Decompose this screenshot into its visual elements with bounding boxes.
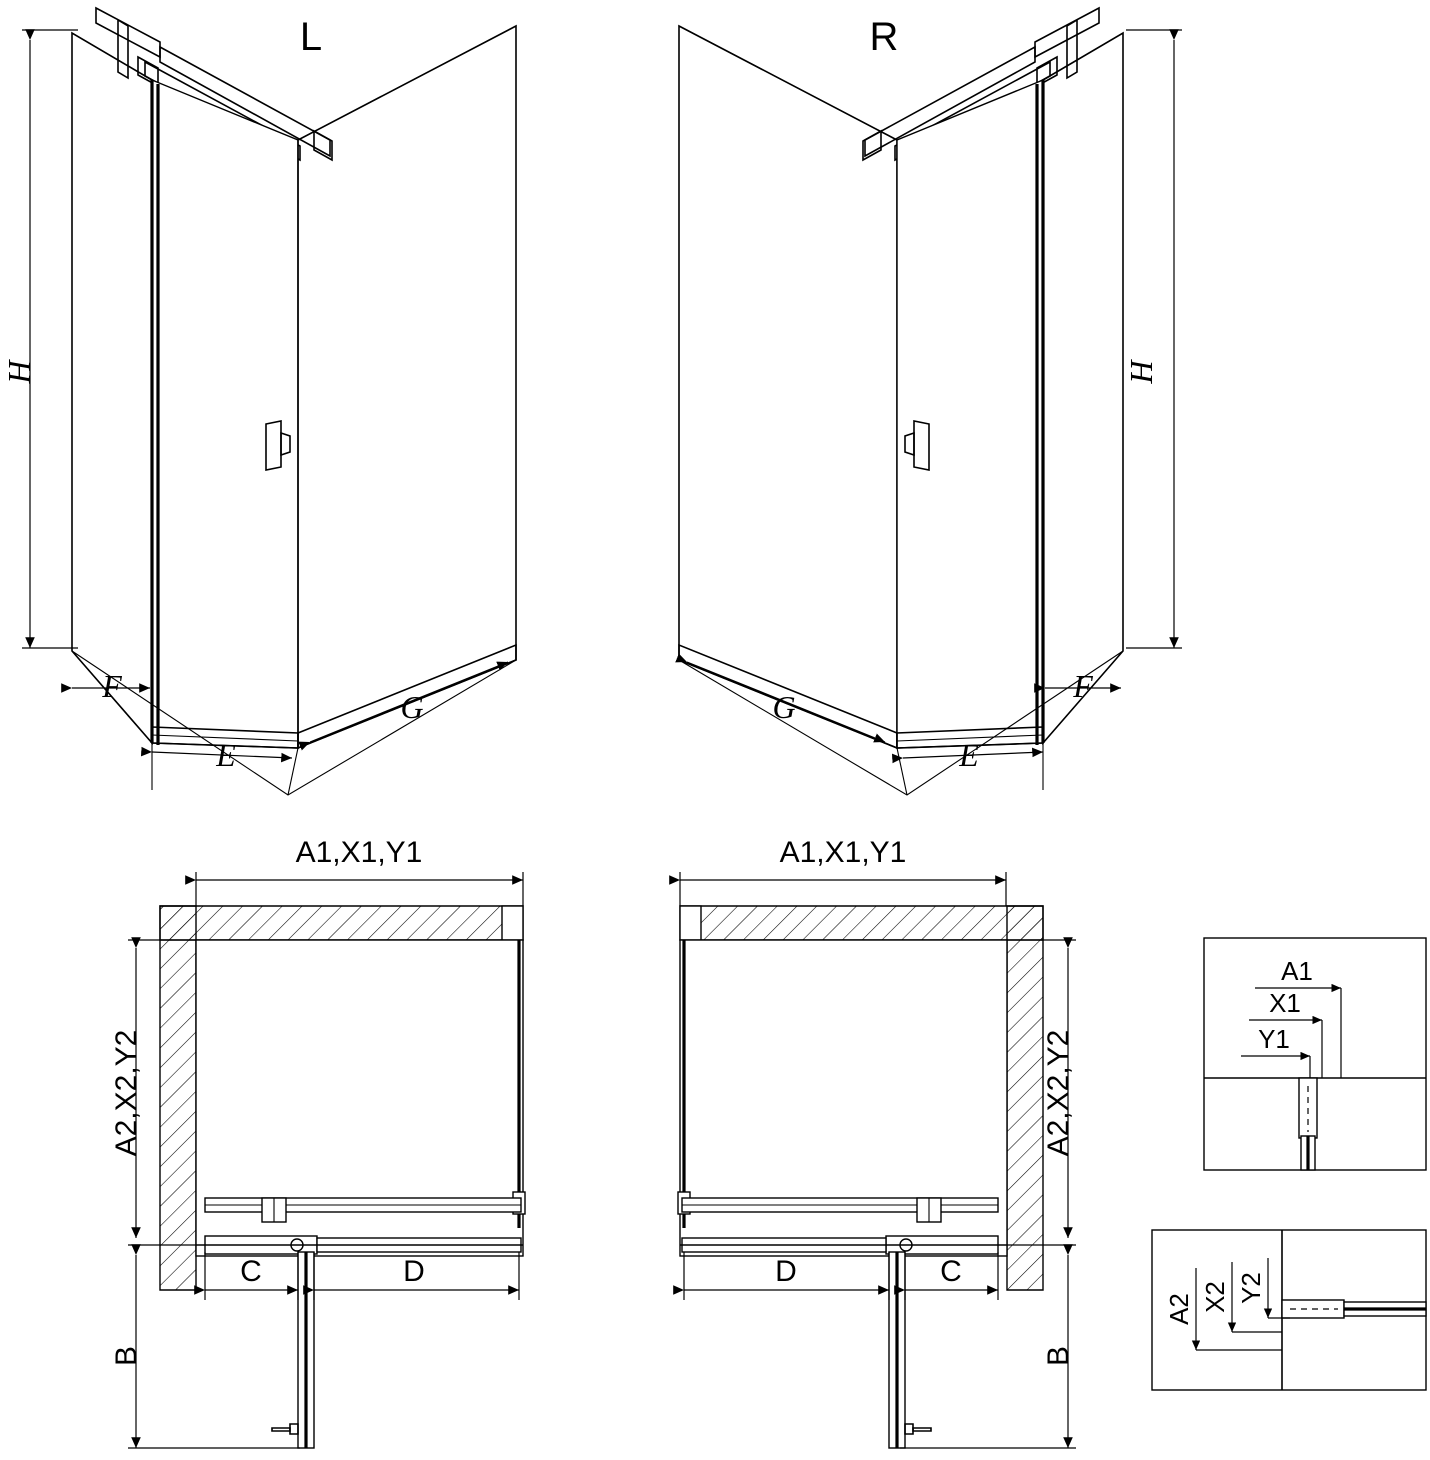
dimension-C-left: [205, 1252, 298, 1300]
door-panel-right: [897, 80, 1043, 748]
label-C-right: C: [940, 1255, 962, 1288]
iso-view-right: [679, 8, 1182, 795]
label-D-right: D: [775, 1255, 797, 1288]
label-X1-detail: X1: [1269, 988, 1301, 1018]
label-B-right: B: [1042, 1345, 1075, 1367]
detail-view-bottom: [1152, 1230, 1426, 1390]
label-A1X1Y1-left: A1,X1,Y1: [295, 836, 423, 869]
label-A1-detail: A1: [1281, 956, 1313, 986]
dimension-top-right: [680, 836, 1006, 906]
label-A2-detail: A2: [1164, 1293, 1194, 1325]
label-G-left: G: [400, 689, 424, 725]
detail-view-top: [1204, 938, 1426, 1170]
label-Y1-detail: Y1: [1258, 1024, 1290, 1054]
label-view-right: R: [869, 15, 899, 59]
label-Y2-detail: Y2: [1236, 1272, 1266, 1304]
label-D-left: D: [403, 1255, 425, 1288]
dimension-height-right: [1123, 30, 1182, 648]
fixed-side-panel-right: [1043, 33, 1123, 743]
label-height-right: H: [1123, 360, 1159, 384]
plan-view-right: [678, 836, 1076, 1448]
label-E-right: E: [959, 737, 979, 773]
iso-view-left: [1, 8, 516, 795]
detail-top-profile: [1299, 1078, 1317, 1170]
swing-door-plan-left: [272, 1252, 314, 1448]
detail-bottom-profile: [1282, 1300, 1426, 1318]
dimension-D-right: [684, 1252, 889, 1300]
back-panel-left: [298, 26, 516, 748]
dimension-top-left: [196, 836, 523, 906]
dimension-D-left: [314, 1252, 519, 1300]
label-X2-detail: X2: [1200, 1281, 1230, 1313]
label-A2X2Y2-left: A2,X2,Y2: [110, 1029, 143, 1157]
label-A2X2Y2-right: A2,X2,Y2: [1042, 1029, 1075, 1157]
dimension-B-right: [900, 1255, 1076, 1448]
label-A1X1Y1-right: A1,X1,Y1: [779, 836, 907, 869]
label-F-right: F: [1073, 668, 1093, 704]
label-C-left: C: [240, 1255, 262, 1288]
door-panel-left: [152, 80, 298, 748]
dimension-C-right: [905, 1252, 998, 1300]
label-G-right: G: [772, 689, 796, 725]
label-B-left: B: [110, 1345, 143, 1367]
label-view-left: L: [299, 15, 323, 59]
plan-view-left: [110, 836, 525, 1448]
dimension-height-left: [1, 30, 78, 648]
back-panel-right: [679, 26, 897, 748]
label-F-left: F: [102, 668, 122, 704]
fixed-side-panel-left: [72, 33, 152, 743]
label-E-left: E: [216, 737, 236, 773]
label-height-left: H: [1, 360, 37, 384]
swing-door-plan-right: [889, 1252, 931, 1448]
